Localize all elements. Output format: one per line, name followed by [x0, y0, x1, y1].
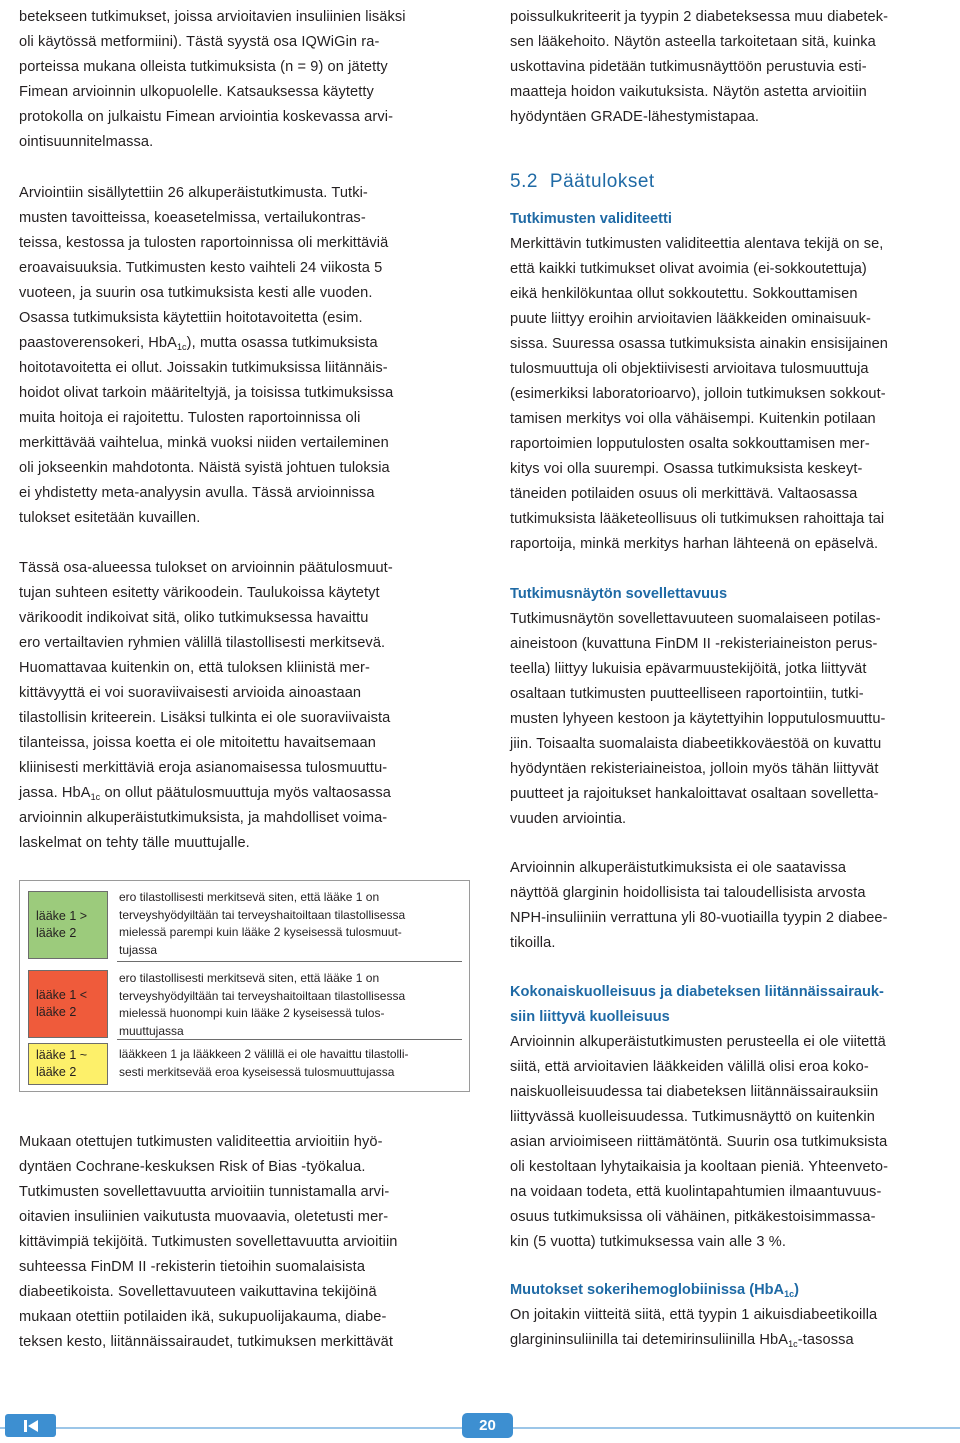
color-legend-table	[19, 880, 470, 1092]
text-line: sesti merkitsevää eroa kyseisessä tulosmuuttujassa	[119, 1064, 395, 1079]
text-line: jiin. Toisaalta suomalaista diabeetikkoväestöä on kuvattu	[510, 736, 882, 752]
text-line: mukaan otettiin potilaiden ikä, sukupuolijakauma, diabe-	[19, 1309, 387, 1325]
text-line: sen lääkehoito. Näytön asteella tarkoitetaan sitä, kuinka	[510, 34, 876, 50]
text-line: teissa, kestossa ja tulosten raportoinnissa oli merkittäviä	[19, 235, 389, 251]
text-line: arvioinnin alkuperäistutkimuksista, ja mahdolliset voima-	[19, 810, 388, 826]
left-paragraph-4	[19, 1130, 398, 1355]
text-line: aineistoon (kuvattuna FinDM II -rekisteriaineiston perus-	[510, 636, 878, 652]
text-line: tujassa	[119, 942, 158, 957]
text-line: puute liittyy eroihin arvioitavien lääkkeiden ominaisuuk-	[510, 311, 872, 327]
text-line: Fimean arvioinnin ulkopuolelle. Katsauksessa käytetty	[19, 84, 374, 100]
text-line: dyntäen Cochrane-keskuksen Risk of Bias -työkalua.	[19, 1159, 366, 1175]
text-line: tujan suhteen esitetty värikoodein. Taulukoissa käytetyt	[19, 585, 380, 601]
text-line: oli jokseenkin mahdotonta. Näistä syistä johtuen tuloksia	[19, 460, 390, 476]
text-line: vuoteen, ja suurin osa tutkimuksista kesti alle vuoden.	[19, 285, 373, 301]
validity-text	[510, 232, 888, 557]
text-line: näyttöä glarginin hoidollisista tai taloudellisista arvosta	[510, 885, 866, 901]
hba1c-text: On joitakin viitteitä siitä, että tyypin 1 aikuisdiabeetikoilla glargininsuliinilla tai detemirinsuliinilla HbA$_{1c}$-tasossa	[510, 1307, 878, 1349]
text-line: eikä henkilökuntaa ollut sokkoutettu. Sokkouttamisen	[510, 286, 858, 302]
legend-swatch-equal	[28, 1043, 108, 1085]
text-line: tulosmuuttuja oli objektiivisesti arvioitava tulosmuuttuja	[510, 361, 869, 377]
text-line: oli kestoltaan lyhytaikaisia ja kooltaan pieniä. Yhteenveto-	[510, 1159, 889, 1175]
text-line: eroavaisuuksia. Tutkimusten kesto vaihteli 24 viikosta 5	[19, 260, 383, 276]
applicability-block	[510, 582, 886, 832]
text-line: mielessä huonompi kuin lääke 2 kyseisessä tulos-	[119, 1006, 385, 1020]
text-line: siitä, että arvioitavien lääkkeiden välillä olisi eroa koko-	[510, 1059, 869, 1075]
text-line: poissulkukriteerit ja tyypin 2 diabeteksessa muu diabetek-	[510, 9, 889, 25]
text-line: hyödyntäen rekisteriaineistoa, jolloin myös tähän liittyvät	[510, 761, 879, 777]
text-line: kittävimpiä tekijöitä. Tutkimusten sovellettavuutta arvioitiin	[19, 1234, 398, 1250]
text-line: sissa. Suuressa osassa tutkimuksista ainakin ensisijainen	[510, 336, 889, 352]
text-line: muuttujassa	[119, 1023, 184, 1038]
text-line: että kaikki tutkimukset olivat avoimia (ei-sokkoutettuja)	[510, 261, 867, 277]
text-line: ei yhdistetty meta-analyysin avulla. Tässä arvioinnissa	[19, 485, 375, 501]
applicability-text	[510, 607, 886, 832]
text-line: uskottavina pidetään tutkimusnäyttöön perustuvia esti-	[510, 59, 867, 75]
legend-text-better	[117, 889, 462, 959]
text-line: liittyvässä kuolleisuudessa. Tutkimusnäyttö on kuitenkin	[510, 1109, 875, 1125]
text-line: lääke 2	[36, 1005, 77, 1019]
text-line: terveyshyödyiltään tai terveyshaitoiltaan tilastollisessa	[119, 907, 406, 922]
text-line: hyödyntäen GRADE-lähestymistapaa.	[510, 109, 760, 125]
left-paragraph-1	[19, 5, 406, 155]
text-line: raportoimien lopputulosten osalta sokkouttamisen mer-	[510, 436, 870, 452]
text-line: tamisen merkitys voi olla vähäisempi. Kuitenkin potilaan	[510, 411, 876, 427]
text-line: osuus tutkimuksissa oli vähäinen, pitkäkestoisimmassa-	[510, 1209, 876, 1225]
mortality-block	[510, 980, 888, 1255]
text-line: protokolla on julkaistu Fimean arviointia koskevassa arvi-	[19, 109, 394, 125]
text-line: vuuden arviointia.	[510, 811, 627, 827]
text-line: siin liittyvä kuolleisuus	[510, 1009, 670, 1025]
text-line: terveyshyödyiltään tai terveyshaitoiltaan tilastollisessa	[119, 988, 406, 1003]
text-line: ero tilastollisesti merkitsevä siten, että lääke 1 on	[119, 890, 380, 904]
skip-to-start-icon	[23, 1419, 39, 1433]
text-line: kin (5 vuotta) tutkimuksessa vain alle 3 %.	[510, 1234, 787, 1250]
text-line: raportoija, minkä merkitys harhan lähteenä on epäselvä.	[510, 536, 879, 552]
text-line: kitys voi olla suurempi. Osassa tutkimuksista keskeyt-	[510, 461, 863, 477]
section-heading: 5.2 Päätulokset	[510, 171, 655, 192]
validity-heading: Tutkimusten validiteetti	[510, 211, 672, 227]
text-line: musten lyhyeen kestoon ja käytettyihin lopputulosmuuttu-	[510, 711, 886, 727]
left-paragraph-2: Arviointiin sisällytettiin 26 alkuperäistutkimusta. Tutki- musten tavoitteissa, koeasetelmissa, vertailukontras- teissa, kestossa ja tulosten raportoinnissa oli merkittäviä eroavaisuuksia. Tutkimusten kesto vaihteli 24 viikosta 5 vuoteen, ja suurin osa tutkimuksista kesti alle vuoden. Osassa tutkimuksista käytettiin hoitotavoitetta (esim. paastoverensokeri, HbA$_{1c}$), mutta osassa tutkimuksista hoitotavoitetta ei ollut. Joissakin tutkimuksissa liitännäis- hoidot olivat tarkoin määriteltyjä, ja toisissa tutkimuksissa muita hoitoja ei rajoitettu. Tulosten raportoinnissa oli merkittävää vaihtelua, minkä vuoksi niiden vertaileminen oli jokseenkin mahdotonta. Näistä syistä johtuen tuloksia ei yhdistetty meta-analyysin avulla. Tässä arvioinnissa tulokset esitetään kuvaillen.	[19, 185, 394, 526]
text-line: Arvioinnin alkuperäistutkimuksista ei ole saatavissa	[510, 860, 847, 876]
text-line: muita hoitoja ei rajoitettu. Tulosten raportoinnissa oli	[19, 410, 361, 426]
mortality-text	[510, 1030, 888, 1255]
text-line: musten tavoitteissa, koeasetelmissa, vertailukontras-	[19, 210, 366, 226]
legend-divider	[117, 1039, 462, 1040]
text-line: tilastollisin kriteerein. Lisäksi tulkinta ei ole suoraviivaista	[19, 710, 391, 726]
text-line: lääke 2	[36, 926, 77, 940]
text-line: lääke 1 >	[36, 909, 88, 923]
text-line: hoitotavoitetta ei ollut. Joissakin tutkimuksissa liitännäis-	[19, 360, 388, 376]
text-line: teksen kesto, liitännäissairaudet, tutkimuksen merkittävät	[19, 1334, 394, 1350]
text-line: tikoilla.	[510, 935, 556, 951]
text-line: värikoodit indikoivat sitä, oliko tutkimuksessa havaittu	[19, 610, 369, 626]
text-line: naiskuolleisuudessa tai diabeteksen liitännäissairauksiin	[510, 1084, 879, 1100]
text-line: porteissa mukana olleista tutkimuksista (n = 9) on jätetty	[19, 59, 388, 75]
mortality-heading	[510, 980, 888, 1030]
text-line: lääke 2	[36, 1065, 77, 1079]
text-line: osaltaan tutkimusten puutteelliseen raportointiin, tutki-	[510, 686, 864, 702]
text-line: NPH-insuliiniin verrattuna yli 80-vuotiailla tyypin 2 diabee-	[510, 910, 888, 926]
text-line: oitavien insuliinien vaikutusta muovaavia, oletetusti mer-	[19, 1209, 389, 1225]
glargine-text	[510, 856, 888, 956]
text-line: maatteja hoidon vaikutuksista. Näytön astetta arvioitiin	[510, 84, 867, 100]
text-line: kittävyyttä ei voi suoraviivaisesti arvioida ainoastaan	[19, 685, 362, 701]
text-line: tutkimuksista lääketeollisuus oli tutkimuksen rahoittaja tai	[510, 511, 885, 527]
text-line: lääke 1 ~	[36, 1048, 88, 1062]
legend-text-worse	[117, 970, 462, 1040]
text-line: merkittävää vaihtelua, minkä vuoksi niiden vertaileminen	[19, 435, 389, 451]
validity-block	[510, 207, 888, 557]
text-line: täneiden potilaiden osuus oli merkittävä. Valtaosassa	[510, 486, 858, 502]
text-line: mielessä parempi kuin lääke 2 kyseisessä tulosmuut-	[119, 925, 402, 939]
text-line: kliinisesti merkittäviä eroja asianomaisessa tulosmuuttu-	[19, 760, 388, 776]
text-line: teella) liittyy lukuisia epävarmuustekijöitä, jotka liittyvät	[510, 661, 867, 677]
legend-swatch-worse	[28, 970, 108, 1038]
right-paragraph-1	[510, 5, 888, 130]
hba1c-text: paastoverensokeri, HbA	[19, 335, 177, 351]
text-line: na voidaan todeta, että kuolintapahtumien ilmaantuvuus-	[510, 1184, 882, 1200]
text-line: tilanteissa, joissa koetta ei ole mitoitettu havaitsemaan	[19, 735, 376, 751]
text-line: ero tilastollisesti merkitsevä siten, että lääke 1 on	[119, 971, 380, 985]
text-line: betekseen tutkimukset, joissa arvioitavien insuliinien lisäksi	[19, 9, 406, 25]
legend-text-equal	[117, 1046, 462, 1081]
text-line: ointisuunnitelmassa.	[19, 134, 154, 150]
text-line: Tässä osa-alueessa tulokset on arvioinnin päätulosmuut-	[19, 560, 393, 576]
left-paragraph-3: Tässä osa-alueessa tulokset on arvioinnin päätulosmuut- tujan suhteen esitetty värikoodein. Taulukoissa käytetyt värikoodit indikoivat sitä, oliko tutkimuksessa havaittu ero vertailtavien ryhmien välillä tilastollisesti merkitsevä. Huomattavaa kuitenkin on, että tuloksen kliinistä mer- kittävyyttä ei voi suoraviivaisesti arvioida ainoastaan tilastollisin kriteerein. Lisäksi tulkinta ei ole suoraviivaista tilanteissa, joissa koetta ei ole mitoitettu havaitsemaan kliinisesti merkittäviä eroja asianomaisessa tulosmuuttu- jassa. HbA$_{1c}$ on ollut päätulosmuuttuja myös valtaosassa arvioinnin alkuperäistutkimuksista, ja mahdolliset voima- laskelmat on tehty tälle muuttujalle.	[19, 560, 393, 851]
text-line: oli käytössä metformiini). Tästä syystä osa IQWiGin ra-	[19, 34, 380, 50]
hba1c-block	[510, 1278, 877, 1353]
text-line: ero vertailtavien ryhmien välillä tilastollisesti merkitsevä.	[19, 635, 386, 651]
text-line: lääke 1 <	[36, 988, 88, 1002]
text-line: lääkkeen 1 ja lääkkeen 2 välillä ei ole havaittu tilastolli-	[119, 1047, 409, 1061]
text-line: suhteessa FinDM II -rekisterin tietoihin suomalaisista	[19, 1259, 366, 1275]
text-line: hoidot olivat tarkoin määriteltyjä, ja toisissa tutkimuksissa	[19, 385, 394, 401]
text-line: (esimerkiksi laboratorioarvo), jolloin tutkimuksen sokkout-	[510, 386, 886, 402]
text-line: Arviointiin sisällytettiin 26 alkuperäistutkimusta. Tutki-	[19, 185, 368, 201]
hba1c-heading: Muutokset sokerihemoglobiinissa (HbA$_{1c}$)	[510, 1282, 799, 1299]
text-line: Tutkimusten sovellettavuutta arvioitiin tunnistamalla arvi-	[19, 1184, 390, 1200]
text-line: asian arvioimiseen riittämätöntä. Suurin osa tutkimuksista	[510, 1134, 888, 1150]
text-line: Tutkimusnäytön sovellettavuuteen suomalaiseen potilas-	[510, 611, 881, 627]
page-number: 20	[462, 1413, 513, 1438]
text-line: Huomattavaa kuitenkin on, että tuloksen kliinistä mer-	[19, 660, 370, 676]
legend-divider	[117, 961, 462, 962]
text-line: Osassa tutkimuksista käytettiin hoitotavoitetta (esim.	[19, 310, 363, 326]
text-line: Arvioinnin alkuperäistutkimusten perusteella ei ole viitettä	[510, 1034, 886, 1050]
applicability-heading: Tutkimusnäytön sovellettavuus	[510, 586, 728, 602]
text-line: Mukaan otettujen tutkimusten validiteettia arvioitiin hyö-	[19, 1134, 383, 1150]
legend-swatch-better	[28, 891, 108, 959]
text-line: puutteet ja rajoitukset hankaloittavat osaltaan sovelletta-	[510, 786, 879, 802]
text-line: tulokset esitetään kuvaillen.	[19, 510, 201, 526]
text-line: diabeetikoista. Sovellettavuuteen vaikuttavina tekijöinä	[19, 1284, 377, 1300]
text-line: laskelmat on tehty tälle muuttujalle.	[19, 835, 250, 851]
text-line: Merkittävin tutkimusten validiteettia alentava tekijä on se,	[510, 236, 884, 252]
text-line: Kokonaiskuolleisuus ja diabeteksen liitännäissairauk-	[510, 984, 884, 1000]
first-page-button[interactable]	[5, 1414, 56, 1437]
